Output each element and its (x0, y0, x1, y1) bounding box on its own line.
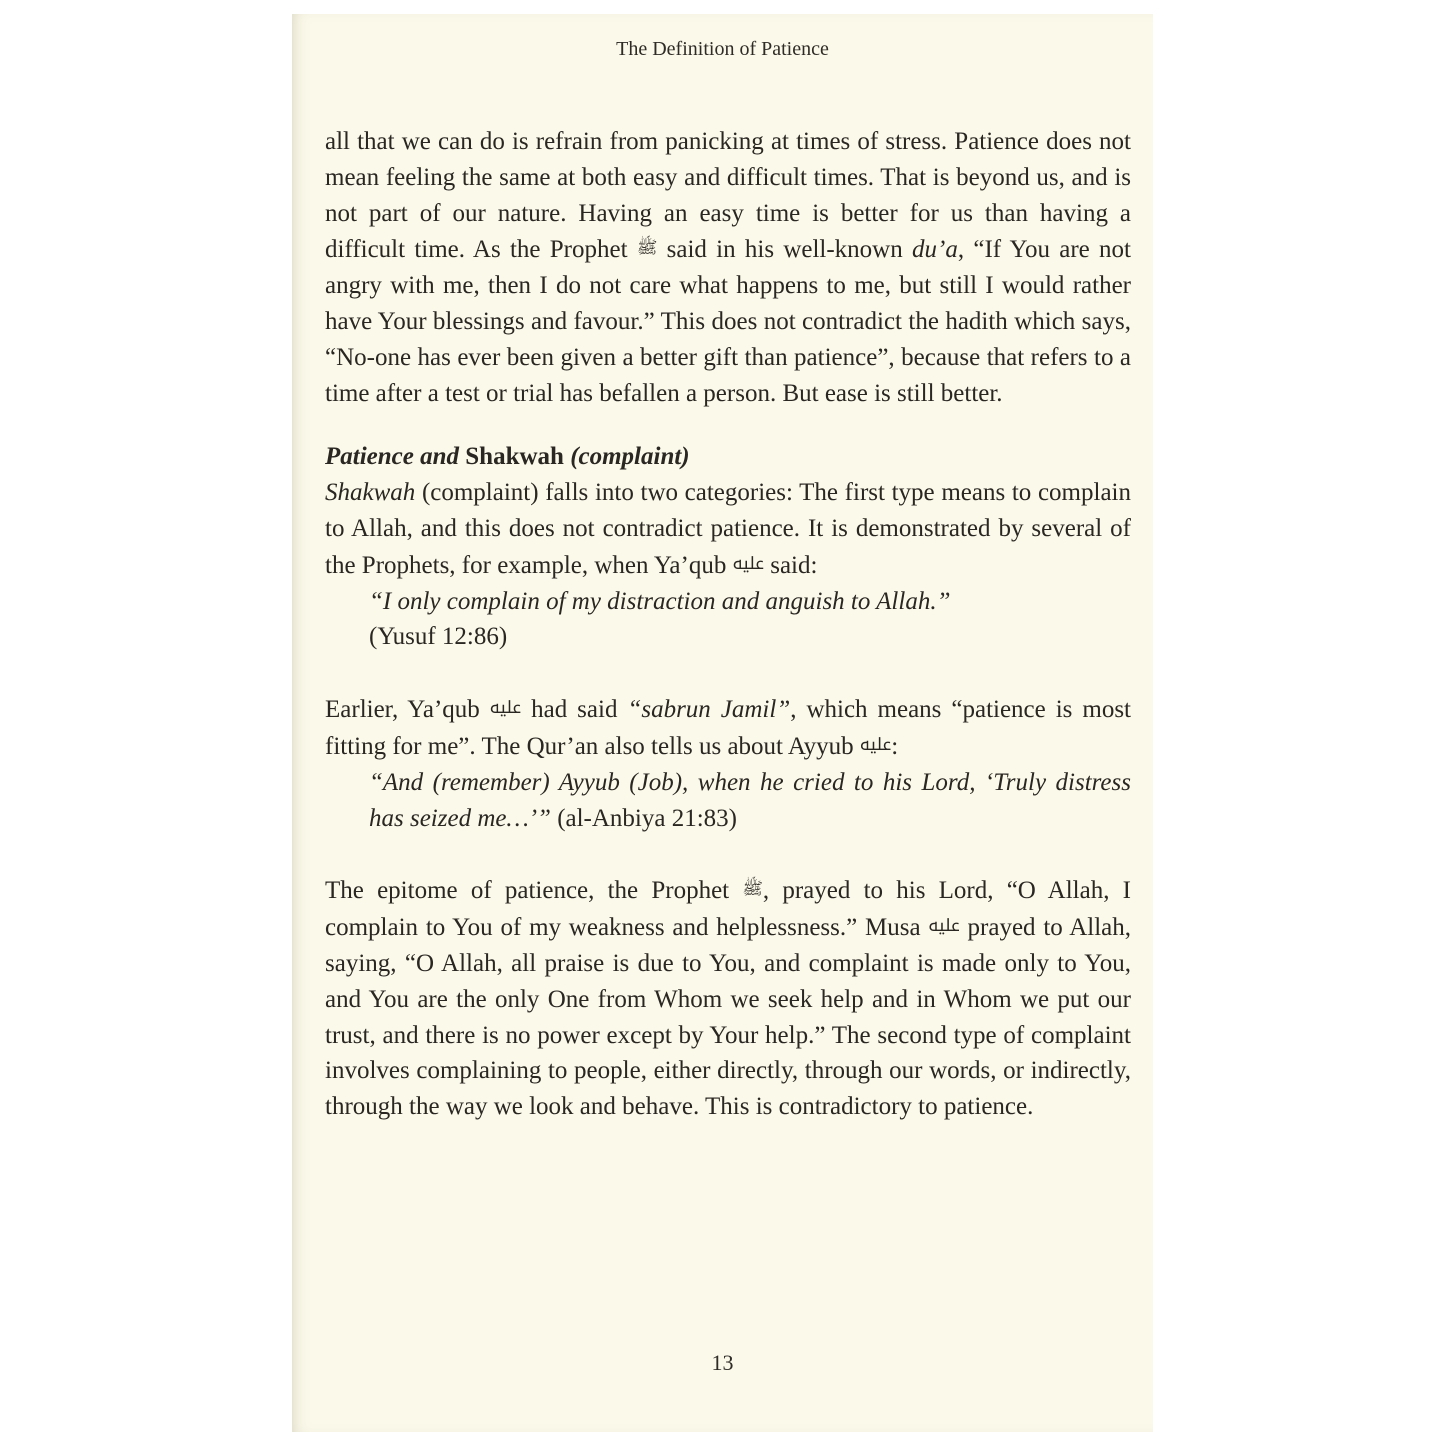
dua-term: du’a (912, 236, 958, 264)
heading-part-1: Patience and (325, 443, 466, 471)
quote-2 (369, 765, 1131, 837)
heading-part-2: Shakwah (465, 443, 564, 471)
quote-1 (369, 584, 1131, 656)
paragraph-1-text: all that we can do is refrain from panicking at times of stress. Patience does not mean feeling the same at both easy and difficult times. That is beyond us, and is not part of our nature. Having an easy time is better for us than having a difficult time. As the Prophet (325, 128, 1131, 264)
spacer (325, 655, 1131, 691)
paragraph-4 (325, 872, 1131, 1125)
paragraph-3 (325, 691, 1131, 765)
quote-2-ref: (al-Anbiya 21:83) (550, 804, 737, 832)
page-number: 13 (711, 1350, 734, 1375)
prophet-honorific-icon: ﷺ (742, 879, 763, 900)
running-head: The Definition of Patience (616, 38, 829, 60)
paragraph-4-rest: prayed to Allah, saying, “O Allah, all praise is due to You, and complaint is made only to You, and You are the only One from Whom we seek help and in Whom we put our trust, and there is no power except by Your help.” The second type of complaint involves complaining to people, either directly, through our words, or indirectly, through the way we look and behave. This is contradictory to patience. (325, 914, 1131, 1121)
paragraph-1-rest: , “If You are not angry with me, then I do not care what happens to me, but still I would rather have Your blessings and favour.” This does not contradict the hadith which says, “No-one has ever been given a better gift than patience”, because that refers to a time after a test or trial has befallen a person. But ease is still better. (325, 236, 1131, 407)
quote-1-text: “I only complain of my distraction and anguish to Allah.” (369, 587, 951, 615)
paragraph-4-mid-1: , prayed to his Lord, “O Allah, I complain to You of my weakness and helplessness.” Musa (325, 877, 1132, 942)
peace-honorific-icon: ﷷ (928, 916, 960, 937)
paragraph-2 (325, 475, 1131, 583)
spacer (325, 836, 1131, 872)
peace-honorific-icon: ﷷ (859, 734, 892, 755)
paragraph-1 (325, 124, 1131, 411)
paragraph-2-text: (complaint) falls into two categories: The first type means to complain to Allah, and this does not contradict patience. It is demonstrated by several of the Prophets, for example, when Ya’qub (325, 479, 1131, 579)
section-heading (325, 439, 1131, 475)
sabrun-jamil-term: “sabrun Jamil” (627, 696, 791, 724)
body-text (325, 124, 1131, 1125)
peace-honorific-icon: ﷷ (732, 553, 764, 574)
paragraph-2-after: said: (763, 551, 818, 579)
quote-1-ref: (Yusuf 12:86) (369, 623, 508, 651)
paragraph-3-mid-1: had said (521, 696, 628, 724)
paragraph-3-mid-2: , which means “patience is most fitting for me”. The Qur’an also tells us about Ayyub (325, 696, 1131, 760)
book-page (292, 14, 1153, 1432)
paragraph-3-end: : (891, 732, 899, 760)
prophet-honorific-icon: ﷺ (636, 238, 658, 259)
shakwah-term: Shakwah (325, 479, 416, 507)
paragraph-3-start: Earlier, Ya’qub (325, 696, 490, 724)
paragraph-1-after-prophet: said in his well-known (657, 236, 913, 264)
paragraph-4-start: The epitome of patience, the Prophet (325, 877, 743, 905)
quote-2-text: “And (remember) Ayyub (Job), when he cried to his Lord, ‘Truly distress has seized me…’” (369, 768, 1131, 832)
heading-part-3: (complaint) (563, 443, 690, 471)
peace-honorific-icon: ﷷ (489, 698, 522, 719)
